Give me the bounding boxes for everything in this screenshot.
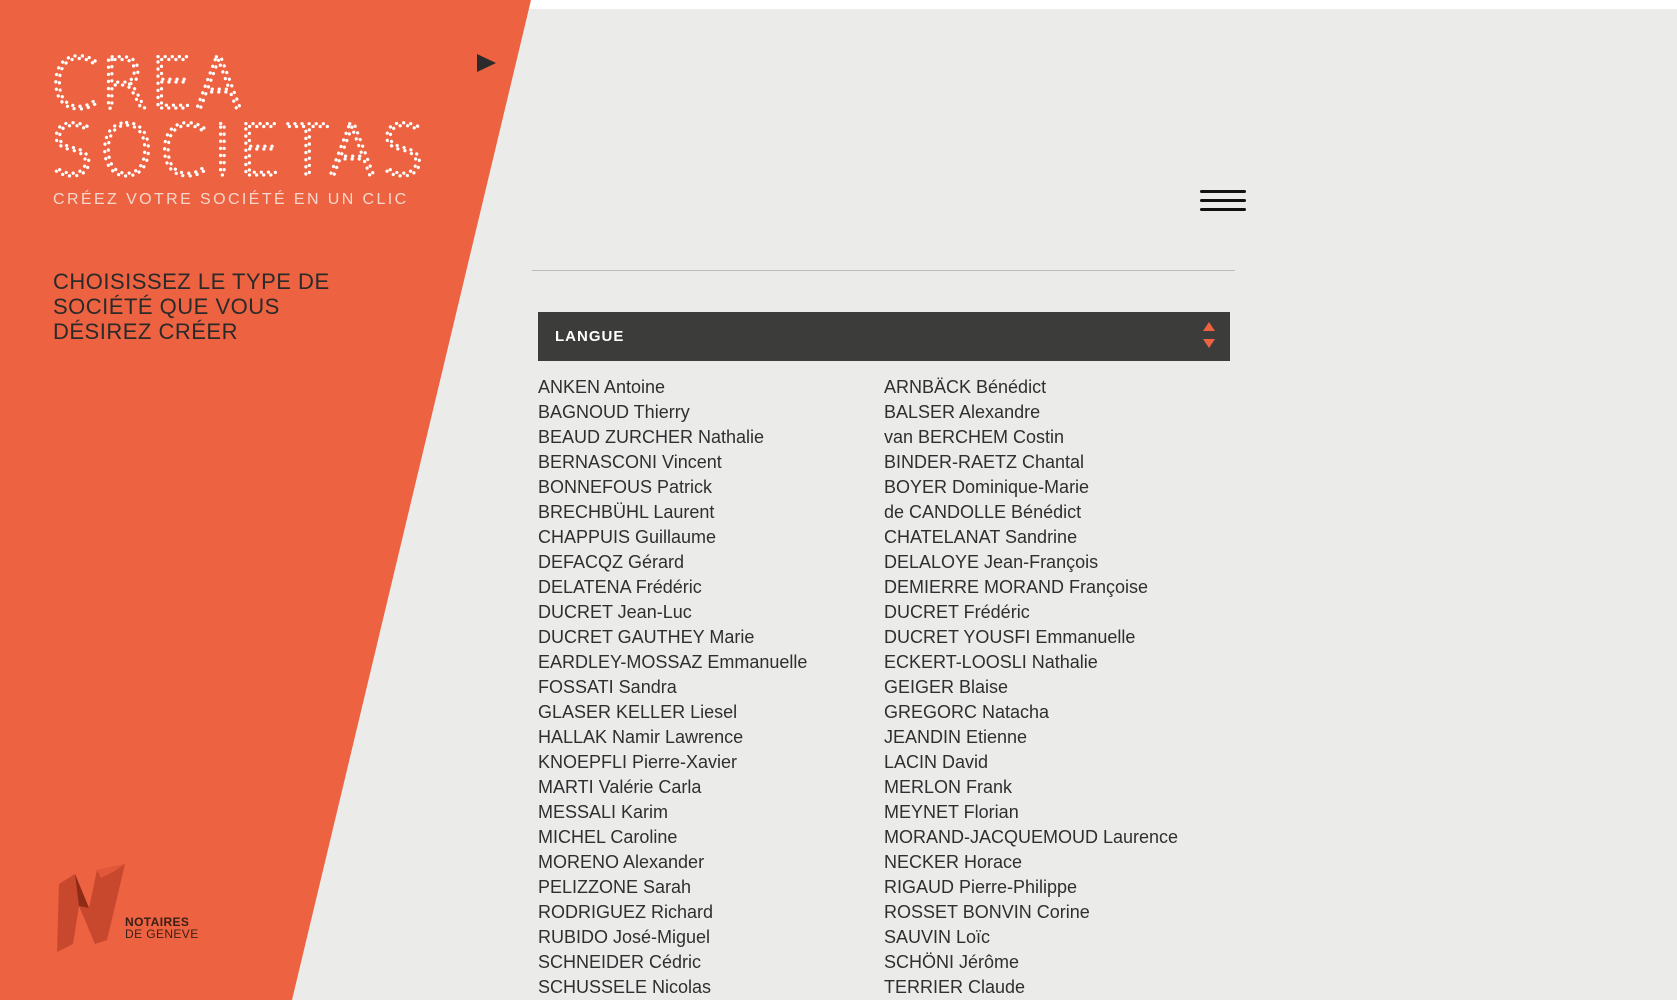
divider [532, 270, 1235, 271]
notary-list-item[interactable]: RIGAUD Pierre-Philippe [884, 877, 1078, 897]
notary-list-item[interactable]: LACIN David [884, 752, 989, 772]
notary-list-item[interactable]: DELALOYE Jean-François [884, 552, 1099, 572]
notary-list-item[interactable]: BRECHBÜHL Laurent [538, 502, 715, 522]
menu-bar [1200, 190, 1246, 193]
notary-list-item[interactable]: ARNBÄCK Bénédict [884, 377, 1047, 397]
notary-list-item[interactable]: DELATENA Frédéric [538, 577, 702, 597]
notary-list-item[interactable]: DEFACQZ Gérard [538, 552, 685, 572]
notary-list-left [538, 375, 807, 1000]
notary-list-item[interactable]: DUCRET Jean-Luc [538, 602, 692, 622]
arrow-down-icon [1203, 339, 1215, 348]
notaires-label: NOTAIRES [125, 915, 190, 929]
notary-list-item[interactable]: CHAPPUIS Guillaume [538, 527, 717, 547]
notary-list-item[interactable]: GEIGER Blaise [884, 677, 1009, 697]
notary-list-item[interactable]: NECKER Horace [884, 852, 1023, 872]
tagline: CRÉEZ VOTRE SOCIÉTÉ EN UN CLIC [53, 191, 409, 208]
notary-list-item[interactable]: de CANDOLLE Bénédict [884, 502, 1082, 522]
notary-list-item[interactable]: RUBIDO José-Miguel [538, 927, 711, 947]
notaires-de-geneve-logo [55, 864, 215, 954]
notary-list-item[interactable]: GREGORC Natacha [884, 702, 1050, 722]
notary-list-item[interactable]: MORENO Alexander [538, 852, 705, 872]
notary-list-item[interactable]: ECKERT-LOOSLI Nathalie [884, 652, 1098, 672]
notary-list-item[interactable]: ROSSET BONVIN Corine [884, 902, 1090, 922]
menu-bar [1200, 199, 1246, 202]
notary-list-item[interactable]: BEAUD ZURCHER Nathalie [538, 427, 765, 447]
notary-list-item[interactable]: SCHUSSELE Nicolas [538, 977, 712, 997]
notary-list-item[interactable]: DEMIERRE MORAND Françoise [884, 577, 1149, 597]
notary-list-item[interactable]: MESSALI Karim [538, 802, 669, 822]
arrow-up-icon [1203, 322, 1215, 331]
notary-list-right [884, 375, 1178, 1000]
notary-list-item[interactable]: MICHEL Caroline [538, 827, 678, 847]
notary-list-item[interactable]: SAUVIN Loïc [884, 927, 991, 947]
notary-list-item[interactable]: ANKEN Antoine [538, 377, 666, 397]
notary-list-item[interactable]: SCHÖNI Jérôme [884, 952, 1020, 972]
notary-list-item[interactable]: MEYNET Florian [884, 802, 1019, 822]
menu-bar [1200, 208, 1246, 211]
notaires-n-icon [55, 864, 130, 954]
logo-title-line1: CREA [50, 43, 244, 125]
notary-list-item[interactable]: BOYER Dominique-Marie [884, 477, 1090, 497]
notary-list-item[interactable]: JEANDIN Etienne [884, 727, 1028, 747]
notary-list-item[interactable]: TERRIER Claude [884, 977, 1026, 997]
notary-list-item[interactable]: BINDER-RAETZ Chantal [884, 452, 1085, 472]
language-select[interactable] [538, 312, 1230, 361]
notary-list-item[interactable]: HALLAK Namir Lawrence [538, 727, 744, 747]
language-select-label: LANGUE [555, 328, 625, 345]
notary-list-item[interactable]: MERLON Frank [884, 777, 1013, 797]
page-heading: CHOISISSEZ LE TYPE DE SOCIÉTÉ QUE VOUS DÉSIREZ CRÉER [53, 269, 330, 344]
notary-list-item[interactable]: BONNEFOUS Patrick [538, 477, 713, 497]
notary-list-item[interactable]: BAGNOUD Thierry [538, 402, 690, 422]
notary-list-item[interactable]: FOSSATI Sandra [538, 677, 677, 697]
notary-list-item[interactable]: SCHNEIDER Cédric [538, 952, 702, 972]
notary-list-item[interactable]: MARTI Valérie Carla [538, 777, 702, 797]
hamburger-menu-icon[interactable] [1200, 190, 1246, 220]
notary-list-item[interactable]: BALSER Alexandre [884, 402, 1041, 422]
logo-title-line2: SOCIETAS [50, 110, 426, 192]
notary-list-item[interactable]: CHATELANAT Sandrine [884, 527, 1078, 547]
notary-list-item[interactable]: BERNASCONI Vincent [538, 452, 722, 472]
de-geneve-label: DE GENEVE [125, 927, 199, 941]
notary-list-item[interactable]: GLASER KELLER Liesel [538, 702, 738, 722]
notary-list-item[interactable]: PELIZZONE Sarah [538, 877, 692, 897]
crea-societas-logo [50, 43, 430, 192]
notary-list-item[interactable]: EARDLEY-MOSSAZ Emmanuelle [538, 652, 808, 672]
notary-list-item[interactable]: KNOEPFLI Pierre-Xavier [538, 752, 738, 772]
notary-list-item[interactable]: van BERCHEM Costin [884, 427, 1065, 447]
select-arrows-icon [1203, 322, 1215, 352]
notary-list-item[interactable]: DUCRET Frédéric [884, 602, 1030, 622]
notary-list-item[interactable]: RODRIGUEZ Richard [538, 902, 714, 922]
notary-list-item[interactable]: DUCRET YOUSFI Emmanuelle [884, 627, 1136, 647]
play-icon[interactable] [477, 54, 496, 72]
notary-list-item[interactable]: DUCRET GAUTHEY Marie [538, 627, 755, 647]
notary-list-item[interactable]: MORAND-JACQUEMOUD Laurence [884, 827, 1179, 847]
